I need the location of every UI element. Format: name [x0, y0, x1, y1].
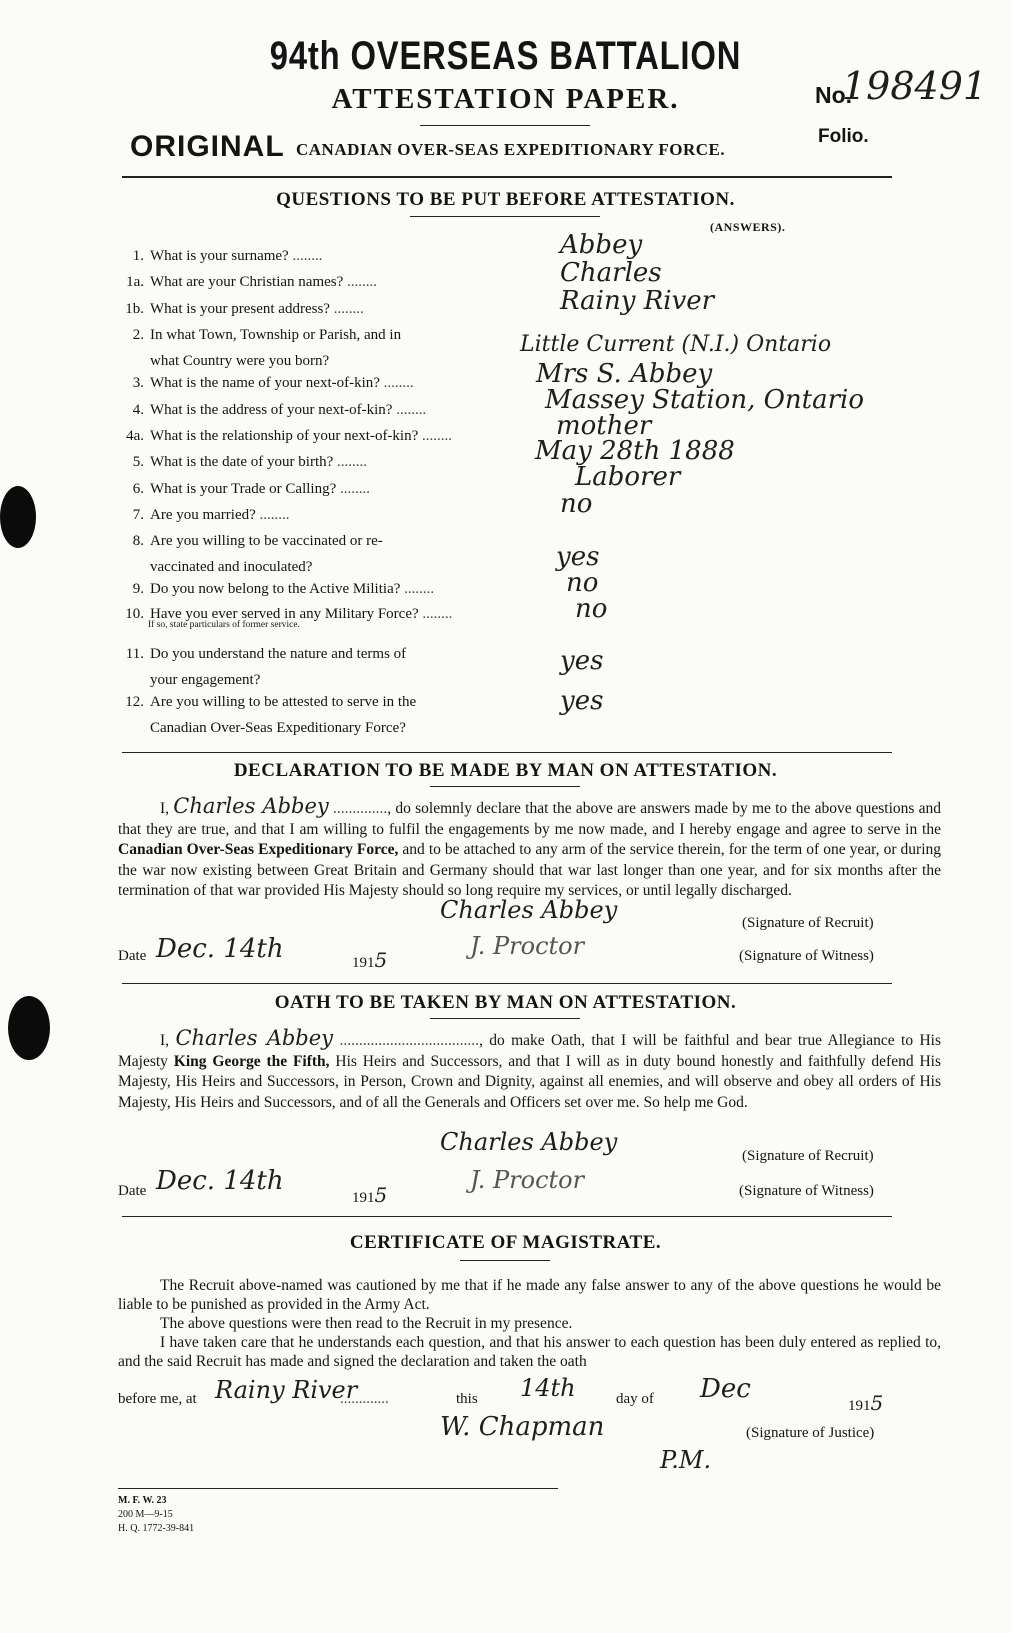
question-text-line-2: vaccinated and inoculated?	[150, 559, 313, 575]
battalion-title: 94th OVERSEAS BATTALION	[269, 34, 742, 78]
questions-title: QUESTIONS TO BE PUT BEFORE ATTESTATION.	[276, 189, 735, 210]
certificate-paragraph-3: I have taken care that he understands each question, and that his answer to each question has been duly entered as replied to, and the said Recruit has made and signed the declaration and taken the oath	[118, 1334, 941, 1370]
answer-handwritten: May 28th 1888	[535, 436, 735, 466]
declaration-recruit-name: Charles Abbey	[173, 794, 329, 818]
questions-title-rule	[410, 216, 600, 217]
answer-handwritten: mother	[556, 411, 652, 441]
oath-recruit-signature: Charles Abbey	[440, 1128, 618, 1156]
declaration-text	[118, 796, 941, 902]
answer-handwritten: Mrs S. Abbey	[536, 359, 713, 389]
declaration-force-bold: Canadian Over-Seas Expeditionary Force,	[118, 841, 399, 858]
question-leader-dots: ........	[418, 606, 453, 622]
hq-reference: H. Q. 1772-39-841	[118, 1523, 195, 1534]
certificate-dots-1: .............	[340, 1391, 389, 1407]
certificate-before-label: before me, at	[118, 1391, 197, 1407]
question-row	[118, 296, 518, 322]
question-leader-dots: ........	[418, 428, 453, 444]
print-run: 200 M—9-15	[118, 1509, 173, 1520]
answers-header: (ANSWERS).	[710, 220, 786, 234]
declaration-year: 1915	[352, 948, 388, 972]
oath-recruit-name: Charles Abbey	[175, 1026, 334, 1050]
question-number: 1.	[132, 248, 144, 264]
answer-handwritten: Rainy River	[560, 286, 715, 316]
declaration-recruit-label: (Signature of Recruit)	[742, 915, 874, 931]
oath-text	[118, 1028, 941, 1113]
justice-label: (Signature of Justice)	[746, 1425, 875, 1441]
question-row	[118, 689, 518, 741]
question-row	[118, 528, 518, 580]
question-number: 7.	[132, 507, 144, 523]
question-leader-dots: ........	[336, 481, 370, 497]
certificate-divider	[122, 1216, 892, 1217]
declaration-witness-label: (Signature of Witness)	[739, 948, 874, 964]
answer-handwritten: Laborer	[575, 462, 681, 492]
declaration-date-label: Date	[118, 948, 147, 964]
question-text: What is your surname?	[150, 248, 289, 264]
question-text: Are you willing to be vaccinated or re-	[150, 533, 383, 549]
question-row	[118, 576, 518, 602]
certificate-title-rule	[460, 1260, 550, 1261]
number-label: No.	[815, 82, 853, 108]
question-row	[118, 423, 518, 449]
punch-hole-top	[0, 486, 36, 548]
footer-rule	[118, 1488, 558, 1489]
answer-handwritten: no	[560, 489, 593, 519]
oath-witness-signature: J. Proctor	[470, 1166, 585, 1194]
question-number: 9.	[132, 581, 144, 597]
declaration-recruit-signature: Charles Abbey	[440, 896, 618, 924]
question-text: Do you now belong to the Active Militia?	[150, 581, 401, 597]
oath-year: 1915	[352, 1183, 388, 1207]
oath-recruit-label: (Signature of Recruit)	[742, 1148, 874, 1164]
question-text: Are you married?	[150, 507, 256, 523]
question-subnote: If so, state particulars of former service.	[148, 620, 300, 630]
question-row	[118, 370, 518, 396]
oath-witness-label: (Signature of Witness)	[739, 1183, 874, 1199]
declaration-title-rule	[430, 786, 580, 787]
question-row	[118, 641, 518, 693]
oath-body-b: His Heirs and Successors, and that I will as in duty bound honestly and faithfully defend His Majesty, His Heirs and Successors, in Person, Crown and Dignity, against all enemies, and will observe and obey all orders of His Majesty, His Heirs and Successors, and of all the Generals and Officers set over me. So help me God.	[118, 1052, 941, 1111]
certificate-place: Rainy River	[215, 1376, 358, 1404]
certificate-month: Dec	[700, 1374, 751, 1404]
oath-title: OATH TO BE TAKEN BY MAN ON ATTESTATION.	[274, 992, 737, 1013]
question-leader-dots: ........	[333, 454, 368, 470]
question-number: 8.	[132, 533, 144, 549]
question-leader-dots: ........	[392, 402, 427, 418]
answer-handwritten: Charles	[560, 258, 662, 288]
question-row	[118, 243, 518, 269]
question-text: What is the address of your next-of-kin?	[150, 402, 393, 418]
justice-title: P.M.	[660, 1446, 712, 1474]
original-stamp: ORIGINAL	[130, 130, 285, 163]
question-text-line-2: your engagement?	[150, 672, 261, 688]
question-leader-dots: ........	[329, 301, 364, 317]
question-text: Do you understand the nature and terms of	[150, 646, 407, 662]
answer-handwritten: yes	[560, 686, 604, 716]
question-text-line-2: what Country were you born?	[150, 353, 330, 369]
question-number: 11.	[125, 646, 144, 662]
declaration-divider	[122, 752, 892, 753]
question-leader-dots: ........	[255, 507, 290, 523]
answer-handwritten: Massey Station, Ontario	[545, 385, 865, 415]
question-leader-dots: ........	[379, 375, 414, 391]
question-text: What is the date of your birth?	[150, 454, 334, 470]
declaration-dots: ..............	[333, 800, 388, 817]
question-number: 1b.	[125, 301, 144, 317]
question-row	[118, 476, 518, 502]
question-text: Are you willing to be attested to serve in the	[150, 694, 417, 710]
question-number: 1a.	[126, 274, 144, 290]
oath-dots: ....................................	[339, 1032, 479, 1049]
oath-i: I,	[160, 1032, 170, 1049]
question-text: What are your Christian names?	[150, 274, 344, 290]
answer-handwritten: yes	[560, 646, 604, 676]
certificate-paragraph-1: The Recruit above-named was cautioned by me that if he made any false answer to any of the above questions he would be liable to be punished as provided in the Army Act.	[118, 1277, 941, 1313]
question-text: Have you ever served in any Military Force?	[150, 606, 419, 622]
header-rule	[420, 125, 590, 126]
certificate-year: 1915	[848, 1391, 884, 1415]
certificate-title: CERTIFICATE OF MAGISTRATE.	[349, 1232, 662, 1253]
declaration-i: I,	[160, 800, 170, 817]
question-row	[118, 601, 518, 630]
force-title: CANADIAN OVER-SEAS EXPEDITIONARY FORCE.	[296, 140, 726, 159]
question-text: What is the name of your next-of-kin?	[150, 375, 380, 391]
question-text: What is the relationship of your next-of-kin?	[150, 428, 419, 444]
answer-handwritten: Abbey	[560, 230, 643, 260]
declaration-title: DECLARATION TO BE MADE BY MAN ON ATTESTATION.	[233, 760, 778, 781]
question-number: 12.	[125, 694, 144, 710]
declaration-witness-signature: J. Proctor	[470, 932, 585, 960]
certificate-day: 14th	[520, 1374, 576, 1402]
regimental-number: 198491	[842, 64, 988, 108]
question-number: 3.	[132, 375, 144, 391]
question-number: 5.	[132, 454, 144, 470]
certificate-text	[118, 1276, 941, 1371]
answer-handwritten: no	[575, 594, 608, 624]
question-number: 4.	[132, 402, 144, 418]
question-number: 6.	[132, 481, 144, 497]
header-divider	[122, 176, 892, 178]
declaration-body-a: , do solemnly declare that the above are answers made by me to the above questions and that they are true, and that I am willing to fulfil the engagements by me now made, and I hereby engage and agree to serve in the	[118, 800, 942, 838]
oath-date: Dec. 14th	[156, 1166, 284, 1196]
question-text: What is your Trade or Calling?	[150, 481, 337, 497]
question-leader-dots: ........	[400, 581, 435, 597]
oath-body-a: , do make Oath, that I will be faithful and bear true Allegiance to His Majesty	[118, 1032, 942, 1070]
certificate-this-label: this	[456, 1391, 478, 1407]
question-row	[118, 449, 518, 475]
question-row	[118, 502, 518, 528]
answer-handwritten: no	[566, 568, 599, 598]
question-row	[118, 269, 518, 295]
question-leader-dots: ........	[288, 248, 323, 264]
question-number: 2.	[132, 327, 144, 343]
question-text-line-2: Canadian Over-Seas Expeditionary Force?	[150, 720, 406, 736]
question-number: 4a.	[126, 428, 144, 444]
question-row	[118, 322, 518, 374]
answer-handwritten: yes	[556, 542, 600, 572]
justice-signature: W. Chapman	[440, 1412, 605, 1442]
question-leader-dots: ........	[343, 274, 378, 290]
question-text: In what Town, Township or Parish, and in	[150, 327, 402, 343]
declaration-date: Dec. 14th	[156, 934, 284, 964]
answer-handwritten: Little Current (N.I.) Ontario	[520, 332, 832, 357]
declaration-body-b: and to be attached to any arm of the service therein, for the term of one year, or during the war now existing between Great Britain and Germany should that war last longer than one year, and for six months after the termination of that war provided His Majesty should so long require my services, or until legally discharged.	[118, 841, 942, 899]
oath-divider	[122, 983, 892, 984]
form-code: M. F. W. 23	[118, 1495, 167, 1506]
folio-label: Folio.	[818, 126, 869, 147]
paper-title: ATTESTATION PAPER.	[331, 83, 680, 115]
certificate-paragraph-2: The above questions were then read to the Recruit in my presence.	[160, 1315, 573, 1332]
certificate-day-label: day of	[616, 1391, 654, 1407]
oath-king-bold: King George the Fifth,	[173, 1052, 330, 1070]
question-row	[118, 397, 518, 423]
oath-title-rule	[430, 1018, 580, 1019]
question-text: What is your present address?	[150, 301, 330, 317]
oath-date-label: Date	[118, 1183, 147, 1199]
question-number: 10.	[125, 606, 144, 622]
